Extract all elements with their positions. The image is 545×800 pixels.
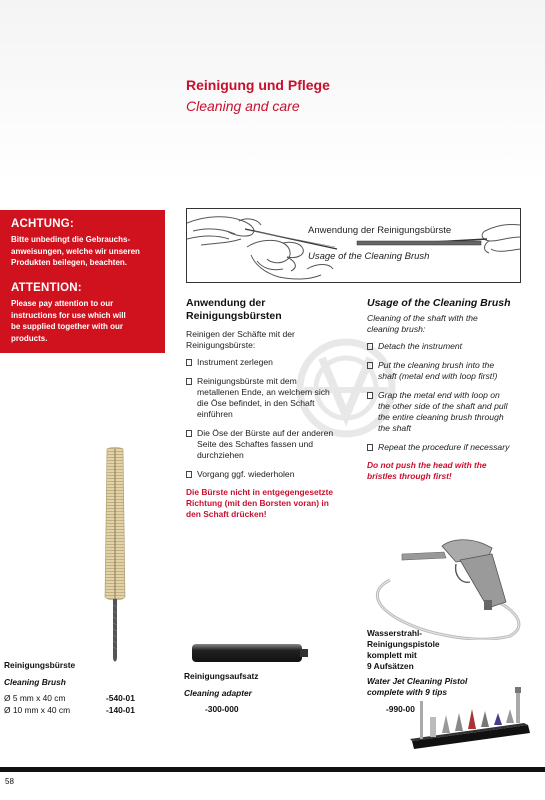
step-line: die Öse befindet, in den Schaft <box>197 398 315 408</box>
pistol-code: -990-00 <box>386 704 415 714</box>
adapter-name-en: Cleaning adapter <box>184 688 252 698</box>
section-intro-de <box>186 329 295 351</box>
step-line: einführen <box>197 409 233 419</box>
step-line: Instrument zerlegen <box>197 357 273 367</box>
brush-variant-2-code: -140-01 <box>106 705 135 715</box>
brush-variant-2-size: Ø 10 mm x 40 cm <box>4 705 71 715</box>
brush-usage-illustration <box>186 208 521 283</box>
warning-line: Produkten beilegen, beachten. <box>11 258 128 267</box>
water-jet-pistol-image <box>360 532 540 640</box>
warning-box <box>0 210 165 353</box>
note-line: Die Bürste nicht in entgegengesetzte <box>186 487 334 497</box>
brush-name-de: Reinigungsbürste <box>4 660 76 670</box>
warning-text-de <box>11 234 161 269</box>
checkbox-icon <box>367 392 373 399</box>
intro-line: cleaning brush: <box>367 324 426 334</box>
cleaning-adapter-image <box>184 640 314 670</box>
step-line: the other side of the shaft and pull <box>378 401 508 411</box>
warning-line: Please pay attention to our <box>11 299 114 308</box>
list-item <box>367 360 542 382</box>
warning-line: Bitte unbedingt die Gebrauchs- <box>11 235 131 244</box>
list-item <box>186 357 361 368</box>
heading-line: Anwendung der <box>186 297 266 309</box>
illustration-label-en: Usage of the Cleaning Brush <box>308 251 430 262</box>
adapter-name-de: Reinigungsaufsatz <box>184 671 259 681</box>
step-line: Repeat the procedure if necessary <box>378 442 510 452</box>
step-line: metallenen Ende, an welchem sich <box>197 387 330 397</box>
step-line: Die Öse der Bürste auf der anderen <box>197 428 334 438</box>
warning-line: anweisungen, welche wir unseren <box>11 246 140 256</box>
checkbox-icon <box>367 343 373 350</box>
pistol-name-line: Water Jet Cleaning Pistol <box>367 676 468 686</box>
list-item <box>367 390 542 434</box>
warning-note-de <box>186 487 333 520</box>
list-item <box>367 341 542 352</box>
note-line: bristles through first! <box>367 471 452 481</box>
page-number: 58 <box>5 777 14 786</box>
step-line: shaft (metal end with loop first!) <box>378 371 498 381</box>
step-line: Grap the metal end with loop on <box>378 390 500 400</box>
hands-sketch-image <box>187 209 520 282</box>
step-line: durchziehen <box>197 450 244 460</box>
step-line: Reinigungsbürste mit dem <box>197 376 297 386</box>
intro-line: Cleaning of the shaft with the <box>367 313 478 323</box>
list-item <box>186 376 361 420</box>
warning-text-en <box>11 298 161 344</box>
warning-note-en <box>367 460 487 482</box>
footer-bar <box>0 767 545 772</box>
heading-line: Reinigungsbürsten <box>186 310 282 322</box>
checkbox-icon <box>186 359 192 366</box>
list-item <box>186 469 361 480</box>
brush-name-en: Cleaning Brush <box>4 677 66 687</box>
section-heading-en: Usage of the Cleaning Brush <box>367 297 511 309</box>
nozzle-tips-rack-image <box>408 683 534 753</box>
warning-line: products. <box>11 333 48 343</box>
note-line: Do not push the head with the <box>367 460 487 470</box>
pistol-name-de <box>367 628 440 672</box>
checkbox-icon <box>186 378 192 385</box>
illustration-label-de: Anwendung der Reinigungsbürste <box>308 225 452 236</box>
warning-line: instructions for use which will <box>11 310 126 320</box>
list-item <box>186 428 361 461</box>
checkbox-icon <box>367 362 373 369</box>
pistol-name-line: Wasserstrahl- <box>367 628 423 638</box>
step-line: the shaft <box>378 423 411 433</box>
intro-line: Reinigungsbürste: <box>186 340 256 350</box>
list-item <box>367 442 542 453</box>
checkbox-icon <box>186 430 192 437</box>
steps-list-en <box>367 341 542 461</box>
cleaning-brush-image <box>98 447 132 667</box>
warning-heading-en: ATTENTION: <box>11 282 82 294</box>
section-heading-de <box>186 297 282 323</box>
pistol-name-line: komplett mit <box>367 650 417 660</box>
step-line: Seite des Schaftes fassen und <box>197 439 314 449</box>
checkbox-icon <box>367 444 373 451</box>
section-intro-en <box>367 313 478 335</box>
step-line: the entire cleaning brush through <box>378 412 504 422</box>
checkbox-icon <box>186 471 192 478</box>
warning-line: be supplied together with our <box>11 322 123 331</box>
pistol-name-line: complete with 9 tips <box>367 687 448 697</box>
warning-heading-de: ACHTUNG: <box>11 218 74 230</box>
pistol-name-line: 9 Aufsätzen <box>367 661 414 671</box>
intro-line: Reinigen der Schäfte mit der <box>186 329 295 339</box>
pistol-name-line: Reinigungspistole <box>367 639 440 649</box>
step-line: Put the cleaning brush into the <box>378 360 495 370</box>
adapter-code: -300-000 <box>205 704 239 714</box>
page-title-en: Cleaning and care <box>186 98 300 114</box>
brush-variant-1-size: Ø 5 mm x 40 cm <box>4 693 66 703</box>
step-line: Detach the instrument <box>378 341 463 351</box>
brush-variant-1-code: -540-01 <box>106 693 135 703</box>
page-title-de: Reinigung und Pflege <box>186 77 330 93</box>
note-line: Richtung (mit den Borsten voran) in <box>186 498 329 508</box>
steps-list-de <box>186 357 361 488</box>
step-line: Vorgang ggf. wiederholen <box>197 469 295 479</box>
note-line: den Schaft drücken! <box>186 509 267 519</box>
